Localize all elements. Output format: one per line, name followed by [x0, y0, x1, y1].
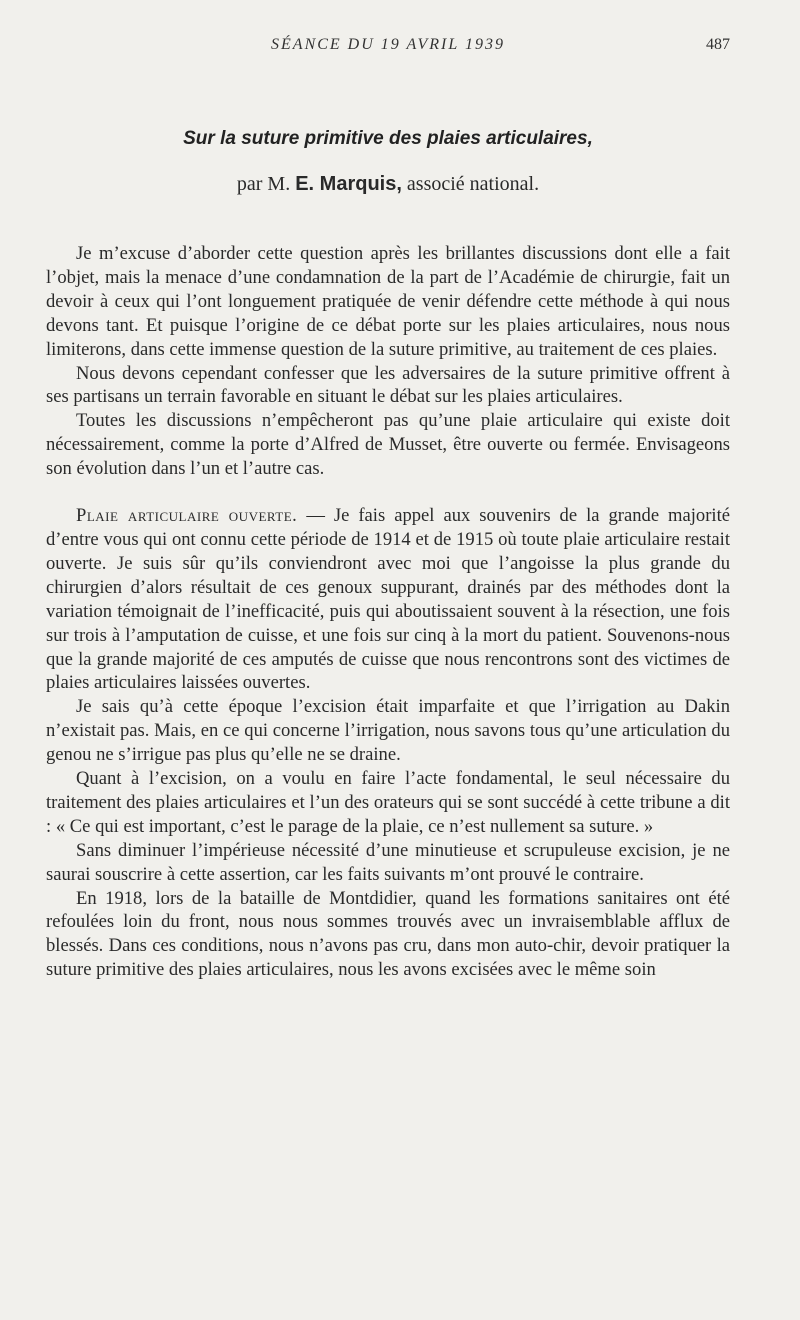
article-byline	[46, 173, 730, 196]
page-number: 487	[706, 36, 730, 53]
author-name: E. Marquis,	[295, 173, 402, 195]
section-heading: Plaie articulaire ouverte.	[76, 505, 298, 527]
section-lead-text: — Je fais appel aux souvenirs de la grande majorité d’entre vous qui ont connu cette période de 1914 et de 1915 où toute plaie articulaire restait ouverte. Je suis sûr qu’ils conviendront avec moi que l’angoisse la plus grande du chirurgien d’alors résultait de ces genoux suppurant, drainés par des méthodes dont la variation témoignait de l’inefficacité, puis qui aboutissaient souvent à la résection, une fois sur trois à l’amputation de cuisse, et une fois sur cinq à la mort du patient. Souvenons-nous que la grande majorité de ces amputés de cuisse que nous rencontrons sont des victimes de plaies articulaires laissées ouvertes.	[46, 505, 731, 694]
section-paragraph	[46, 504, 730, 695]
paragraph: Je m’excuse d’aborder cette question après les brillantes discussions dont elle a fait l’objet, mais la menace d’une condamnation de la part de l’Académie de chirurgie, fait un devoir à ceux qui l’ont longuement pratiquée de venir défendre cette méthode à qui nous devons tant. Et puisque l’origine de ce débat porte sur les plaies articulaires, nous nous limiterons, dans cette immense question de la suture primitive, au traitement de ces plaies.	[46, 243, 730, 360]
running-title: SÉANCE DU 19 AVRIL 1939	[271, 36, 505, 53]
paragraph: Toutes les discussions n’empêcheront pas qu’une plaie articulaire qui existe doit nécessairement, comme la porte d’Alfred de Musset, être ouverte ou fermée. Envisageons son évolution dans l’un et l’autre cas.	[46, 410, 730, 480]
running-header	[46, 36, 730, 58]
byline-suffix: associé national.	[406, 173, 540, 195]
paragraph: En 1918, lors de la bataille de Montdidier, quand les formations sanitaires ont été refoulées loin du front, nous nous sommes trouvés avec un invraisemblable afflux de blessés. Dans ces conditions, nous n’avons pas cru, dans mon auto-chir, devoir pratiquer la suture primitive des plaies articulaires, nous les avons excisées avec le même soin	[46, 887, 730, 981]
paragraph: Je sais qu’à cette époque l’excision était imparfaite et que l’irrigation au Dakin n’existait pas. Mais, en ce qui concerne l’irrigation, nous savons tous qu’une articulation du genou ne s’irrigue pas plus qu’elle ne se draine.	[46, 696, 730, 766]
paragraph: Sans diminuer l’impérieuse nécessité d’une minutieuse et scrupuleuse excision, je ne saurai souscrire à cette assertion, car les faits suivants m’ont prouvé le contraire.	[46, 839, 730, 885]
article-title: Sur la suture primitive des plaies articulaires,	[183, 128, 593, 149]
byline-prefix: par M.	[236, 173, 291, 195]
article-body	[46, 242, 730, 982]
paragraph: Quant à l’excision, on a voulu en faire l’acte fondamental, le seul nécessaire du traitement des plaies articulaires et l’un des orateurs qui se sont succédé à cette tribune a dit : « Ce qui est important, c’est le parage de la plaie, ce n’est nullement sa suture. »	[46, 768, 730, 837]
paragraph: Nous devons cependant confesser que les adversaires de la suture primitive offrent à ses partisans un terrain favorable en situant le débat sur les plaies articulaires.	[46, 362, 730, 408]
